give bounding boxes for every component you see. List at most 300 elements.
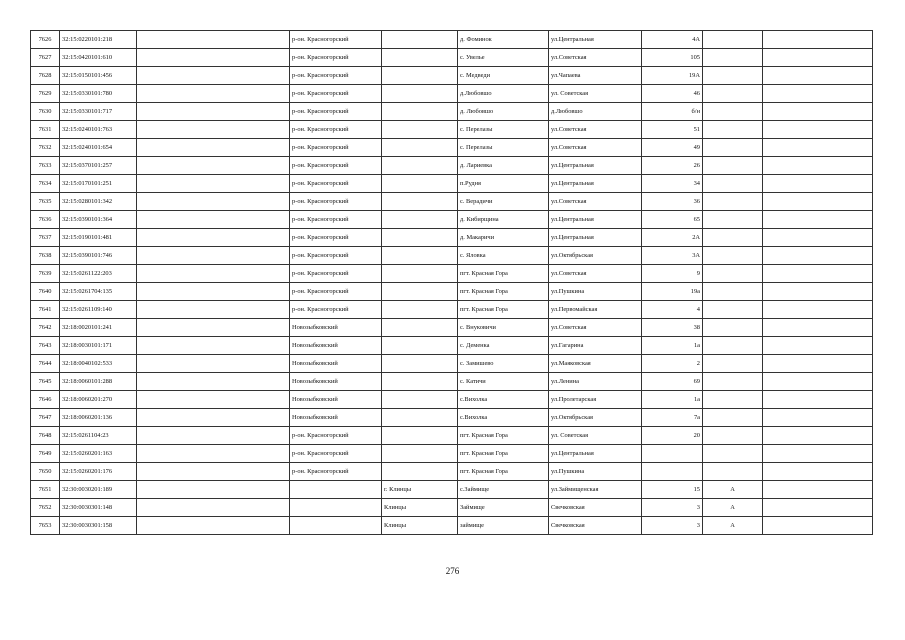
house-letter-cell bbox=[703, 283, 763, 301]
table-row bbox=[31, 67, 873, 85]
house-letter-cell bbox=[703, 175, 763, 193]
city-cell bbox=[382, 229, 458, 247]
empty-cell bbox=[763, 373, 873, 391]
house-number-cell: 1а bbox=[642, 337, 703, 355]
house-letter-cell bbox=[703, 445, 763, 463]
house-number-cell: 1а bbox=[642, 391, 703, 409]
house-number-cell bbox=[642, 463, 703, 481]
table-row bbox=[31, 445, 873, 463]
table-row bbox=[31, 49, 873, 67]
street-cell: ул.Центральная bbox=[549, 211, 642, 229]
table-row bbox=[31, 517, 873, 535]
district-cell: р-он. Красногорский bbox=[290, 67, 382, 85]
cadastral-number-cell: 32:18:0020101:241 bbox=[60, 319, 137, 337]
record-number-cell: 7642 bbox=[31, 319, 60, 337]
city-cell bbox=[382, 355, 458, 373]
table-row bbox=[31, 481, 873, 499]
district-cell: р-он. Красногорский bbox=[290, 229, 382, 247]
street-cell: ул.Советская bbox=[549, 319, 642, 337]
city-cell bbox=[382, 391, 458, 409]
house-number-cell: 20 bbox=[642, 427, 703, 445]
empty-cell bbox=[137, 373, 290, 391]
street-cell: ул.Центральная bbox=[549, 229, 642, 247]
district-cell: р-он. Красногорский bbox=[290, 121, 382, 139]
empty-cell bbox=[763, 427, 873, 445]
settlement-cell: пгт. Красная Гора bbox=[458, 283, 549, 301]
cadastral-number-cell: 32:15:0220101:218 bbox=[60, 31, 137, 49]
house-letter-cell bbox=[703, 409, 763, 427]
house-number-cell: 2А bbox=[642, 229, 703, 247]
empty-cell bbox=[763, 175, 873, 193]
city-cell bbox=[382, 265, 458, 283]
table-row bbox=[31, 391, 873, 409]
record-number-cell: 7629 bbox=[31, 85, 60, 103]
house-letter-cell bbox=[703, 247, 763, 265]
empty-cell bbox=[763, 31, 873, 49]
district-cell: р-он. Красногорский bbox=[290, 265, 382, 283]
house-number-cell: 3 bbox=[642, 517, 703, 535]
empty-cell bbox=[137, 265, 290, 283]
record-number-cell: 7649 bbox=[31, 445, 60, 463]
empty-cell bbox=[137, 211, 290, 229]
cadastral-number-cell: 32:15:0390101:364 bbox=[60, 211, 137, 229]
street-cell: ул.Центральная bbox=[549, 175, 642, 193]
house-letter-cell bbox=[703, 31, 763, 49]
table-row bbox=[31, 499, 873, 517]
settlement-cell: п.Рудня bbox=[458, 175, 549, 193]
street-cell: ул.Центральная bbox=[549, 31, 642, 49]
table-row bbox=[31, 139, 873, 157]
table-row bbox=[31, 193, 873, 211]
empty-cell bbox=[137, 67, 290, 85]
house-letter-cell bbox=[703, 391, 763, 409]
record-number-cell: 7638 bbox=[31, 247, 60, 265]
record-number-cell: 7635 bbox=[31, 193, 60, 211]
street-cell: ул.Пушкина bbox=[549, 463, 642, 481]
record-number-cell: 7627 bbox=[31, 49, 60, 67]
city-cell bbox=[382, 139, 458, 157]
house-number-cell: 34 bbox=[642, 175, 703, 193]
cadastral-number-cell: 32:30:0030201:189 bbox=[60, 481, 137, 499]
settlement-cell: д. Любовшо bbox=[458, 103, 549, 121]
house-number-cell: 4 bbox=[642, 301, 703, 319]
settlement-cell: с. Внуковичи bbox=[458, 319, 549, 337]
empty-cell bbox=[763, 499, 873, 517]
settlement-cell: д. Фоминок bbox=[458, 31, 549, 49]
city-cell bbox=[382, 121, 458, 139]
registry-table bbox=[30, 30, 873, 535]
street-cell: ул.Пролетарская bbox=[549, 391, 642, 409]
district-cell: Новозыбковский bbox=[290, 319, 382, 337]
table-row bbox=[31, 247, 873, 265]
city-cell bbox=[382, 319, 458, 337]
empty-cell bbox=[763, 67, 873, 85]
house-letter-cell bbox=[703, 49, 763, 67]
city-cell bbox=[382, 463, 458, 481]
house-letter-cell bbox=[703, 319, 763, 337]
settlement-cell: Займище bbox=[458, 499, 549, 517]
cadastral-number-cell: 32:18:0060201:270 bbox=[60, 391, 137, 409]
empty-cell bbox=[137, 301, 290, 319]
district-cell bbox=[290, 481, 382, 499]
district-cell: Новозыбковский bbox=[290, 373, 382, 391]
cadastral-number-cell: 32:15:0150101:456 bbox=[60, 67, 137, 85]
city-cell bbox=[382, 103, 458, 121]
record-number-cell: 7628 bbox=[31, 67, 60, 85]
empty-cell bbox=[137, 175, 290, 193]
city-cell bbox=[382, 337, 458, 355]
district-cell: р-он. Красногорский bbox=[290, 193, 382, 211]
street-cell: ул.Пушкина bbox=[549, 283, 642, 301]
empty-cell bbox=[137, 391, 290, 409]
empty-cell bbox=[137, 157, 290, 175]
house-number-cell: 9 bbox=[642, 265, 703, 283]
table-row bbox=[31, 265, 873, 283]
street-cell: ул.Ленина bbox=[549, 373, 642, 391]
record-number-cell: 7644 bbox=[31, 355, 60, 373]
house-number-cell: 38 bbox=[642, 319, 703, 337]
street-cell: ул.Первомайская bbox=[549, 301, 642, 319]
settlement-cell: пгт. Красная Гора bbox=[458, 301, 549, 319]
street-cell: ул.Советская bbox=[549, 193, 642, 211]
settlement-cell: д. Кибирщина bbox=[458, 211, 549, 229]
house-number-cell bbox=[642, 445, 703, 463]
house-letter-cell: А bbox=[703, 517, 763, 535]
record-number-cell: 7643 bbox=[31, 337, 60, 355]
house-number-cell: 3 bbox=[642, 499, 703, 517]
house-number-cell: 7а bbox=[642, 409, 703, 427]
settlement-cell: с. Верадичи bbox=[458, 193, 549, 211]
district-cell: Новозыбковский bbox=[290, 391, 382, 409]
street-cell: ул.Октябрьская bbox=[549, 247, 642, 265]
cadastral-number-cell: 32:18:0030101:171 bbox=[60, 337, 137, 355]
city-cell bbox=[382, 193, 458, 211]
empty-cell bbox=[137, 121, 290, 139]
page-number: 276 bbox=[445, 566, 460, 576]
city-cell bbox=[382, 373, 458, 391]
street-cell: ул.Советская bbox=[549, 139, 642, 157]
district-cell: р-он. Красногорский bbox=[290, 49, 382, 67]
empty-cell bbox=[137, 409, 290, 427]
table-row bbox=[31, 157, 873, 175]
house-letter-cell bbox=[703, 355, 763, 373]
house-letter-cell bbox=[703, 301, 763, 319]
house-letter-cell bbox=[703, 229, 763, 247]
settlement-cell: д. Лариевка bbox=[458, 157, 549, 175]
cadastral-number-cell: 32:15:0170101:251 bbox=[60, 175, 137, 193]
empty-cell bbox=[137, 337, 290, 355]
empty-cell bbox=[137, 517, 290, 535]
district-cell: р-он. Красногорский bbox=[290, 157, 382, 175]
cadastral-number-cell: 32:15:0240101:654 bbox=[60, 139, 137, 157]
city-cell bbox=[382, 301, 458, 319]
city-cell bbox=[382, 175, 458, 193]
house-number-cell: 3А bbox=[642, 247, 703, 265]
empty-cell bbox=[763, 319, 873, 337]
empty-cell bbox=[763, 301, 873, 319]
house-number-cell: 26 bbox=[642, 157, 703, 175]
house-letter-cell: А bbox=[703, 499, 763, 517]
empty-cell bbox=[763, 265, 873, 283]
record-number-cell: 7631 bbox=[31, 121, 60, 139]
street-cell: ул.Советская bbox=[549, 265, 642, 283]
city-cell bbox=[382, 49, 458, 67]
empty-cell bbox=[763, 247, 873, 265]
settlement-cell: д.Любовшо bbox=[458, 85, 549, 103]
table-row bbox=[31, 409, 873, 427]
empty-cell bbox=[137, 85, 290, 103]
house-letter-cell bbox=[703, 265, 763, 283]
table-row bbox=[31, 319, 873, 337]
house-number-cell: 49 bbox=[642, 139, 703, 157]
cadastral-number-cell: 32:15:0280101:342 bbox=[60, 193, 137, 211]
cadastral-number-cell: 32:15:0261704:135 bbox=[60, 283, 137, 301]
empty-cell bbox=[763, 445, 873, 463]
empty-cell bbox=[763, 283, 873, 301]
district-cell: р-он. Красногорский bbox=[290, 175, 382, 193]
cadastral-number-cell: 32:15:0190101:481 bbox=[60, 229, 137, 247]
street-cell: ул.Гагарина bbox=[549, 337, 642, 355]
settlement-cell: пгт. Красная Гора bbox=[458, 445, 549, 463]
settlement-cell: с.Вихолка bbox=[458, 391, 549, 409]
record-number-cell: 7630 bbox=[31, 103, 60, 121]
district-cell: Новозыбковский bbox=[290, 409, 382, 427]
house-letter-cell bbox=[703, 139, 763, 157]
table-row bbox=[31, 427, 873, 445]
record-number-cell: 7633 bbox=[31, 157, 60, 175]
empty-cell bbox=[137, 499, 290, 517]
record-number-cell: 7632 bbox=[31, 139, 60, 157]
district-cell: р-он. Красногорский bbox=[290, 211, 382, 229]
cadastral-number-cell: 32:15:0420101:610 bbox=[60, 49, 137, 67]
empty-cell bbox=[763, 463, 873, 481]
house-number-cell: 46 bbox=[642, 85, 703, 103]
record-number-cell: 7639 bbox=[31, 265, 60, 283]
record-number-cell: 7645 bbox=[31, 373, 60, 391]
settlement-cell: пгт. Красная Гора bbox=[458, 463, 549, 481]
city-cell bbox=[382, 67, 458, 85]
street-cell: ул.Советская bbox=[549, 121, 642, 139]
table-row bbox=[31, 31, 873, 49]
settlement-cell: с. Яловка bbox=[458, 247, 549, 265]
city-cell bbox=[382, 31, 458, 49]
empty-cell bbox=[763, 49, 873, 67]
city-cell bbox=[382, 85, 458, 103]
house-number-cell: 36 bbox=[642, 193, 703, 211]
city-cell bbox=[382, 427, 458, 445]
record-number-cell: 7634 bbox=[31, 175, 60, 193]
cadastral-number-cell: 32:15:0261104:23 bbox=[60, 427, 137, 445]
cadastral-number-cell: 32:15:0261122:203 bbox=[60, 265, 137, 283]
cadastral-number-cell: 32:15:0240101:763 bbox=[60, 121, 137, 139]
table-row bbox=[31, 175, 873, 193]
cadastral-number-cell: 32:18:0040102:533 bbox=[60, 355, 137, 373]
empty-cell bbox=[763, 139, 873, 157]
table-row bbox=[31, 283, 873, 301]
table-row bbox=[31, 229, 873, 247]
district-cell: Новозыбковский bbox=[290, 337, 382, 355]
house-letter-cell bbox=[703, 211, 763, 229]
district-cell: р-он. Красногорский bbox=[290, 103, 382, 121]
cadastral-number-cell: 32:30:0030301:148 bbox=[60, 499, 137, 517]
settlement-cell: с. Перелазы bbox=[458, 139, 549, 157]
record-number-cell: 7653 bbox=[31, 517, 60, 535]
cadastral-number-cell: 32:18:0060101:288 bbox=[60, 373, 137, 391]
house-number-cell: 105 bbox=[642, 49, 703, 67]
table-row bbox=[31, 373, 873, 391]
district-cell: р-он. Красногорский bbox=[290, 445, 382, 463]
street-cell: ул.Займищенская bbox=[549, 481, 642, 499]
table-row bbox=[31, 355, 873, 373]
house-letter-cell bbox=[703, 103, 763, 121]
street-cell: ул.Маяковская bbox=[549, 355, 642, 373]
empty-cell bbox=[137, 445, 290, 463]
empty-cell bbox=[137, 31, 290, 49]
street-cell: ул. Советская bbox=[549, 427, 642, 445]
empty-cell bbox=[137, 283, 290, 301]
district-cell: р-он. Красногорский bbox=[290, 463, 382, 481]
record-number-cell: 7636 bbox=[31, 211, 60, 229]
house-letter-cell bbox=[703, 427, 763, 445]
street-cell: ул.Советская bbox=[549, 49, 642, 67]
house-number-cell: 19А bbox=[642, 67, 703, 85]
city-cell bbox=[382, 283, 458, 301]
record-number-cell: 7640 bbox=[31, 283, 60, 301]
district-cell: р-он. Красногорский bbox=[290, 283, 382, 301]
empty-cell bbox=[137, 139, 290, 157]
empty-cell bbox=[763, 85, 873, 103]
district-cell: р-он. Красногорский bbox=[290, 427, 382, 445]
empty-cell bbox=[137, 193, 290, 211]
house-letter-cell bbox=[703, 157, 763, 175]
settlement-cell: пгт. Красная Гора bbox=[458, 265, 549, 283]
settlement-cell: с.Вихолка bbox=[458, 409, 549, 427]
empty-cell bbox=[763, 337, 873, 355]
empty-cell bbox=[763, 157, 873, 175]
empty-cell bbox=[137, 247, 290, 265]
street-cell: Свечковская bbox=[549, 499, 642, 517]
district-cell: р-он. Красногорский bbox=[290, 139, 382, 157]
record-number-cell: 7641 bbox=[31, 301, 60, 319]
empty-cell bbox=[137, 229, 290, 247]
settlement-cell: пгт. Красная Гора bbox=[458, 427, 549, 445]
district-cell bbox=[290, 517, 382, 535]
registry-table-body bbox=[31, 31, 873, 535]
settlement-cell: займище bbox=[458, 517, 549, 535]
empty-cell bbox=[763, 409, 873, 427]
empty-cell bbox=[763, 121, 873, 139]
district-cell: р-он. Красногорский bbox=[290, 85, 382, 103]
city-cell bbox=[382, 157, 458, 175]
city-cell bbox=[382, 409, 458, 427]
empty-cell bbox=[763, 193, 873, 211]
street-cell: ул.Октябрьская bbox=[549, 409, 642, 427]
record-number-cell: 7637 bbox=[31, 229, 60, 247]
street-cell: ул.Чапаева bbox=[549, 67, 642, 85]
city-cell bbox=[382, 211, 458, 229]
record-number-cell: 7648 bbox=[31, 427, 60, 445]
city-cell bbox=[382, 247, 458, 265]
district-cell: р-он. Красногорский bbox=[290, 301, 382, 319]
record-number-cell: 7652 bbox=[31, 499, 60, 517]
district-cell: Новозыбковский bbox=[290, 355, 382, 373]
empty-cell bbox=[763, 481, 873, 499]
city-cell bbox=[382, 445, 458, 463]
cadastral-number-cell: 32:15:0260201:163 bbox=[60, 445, 137, 463]
cadastral-number-cell: 32:15:0260201:176 bbox=[60, 463, 137, 481]
table-row bbox=[31, 211, 873, 229]
settlement-cell: с. Деменка bbox=[458, 337, 549, 355]
house-letter-cell bbox=[703, 193, 763, 211]
settlement-cell: с.Займище bbox=[458, 481, 549, 499]
cadastral-number-cell: 32:15:0261109:140 bbox=[60, 301, 137, 319]
house-number-cell: 15 bbox=[642, 481, 703, 499]
house-letter-cell bbox=[703, 463, 763, 481]
street-cell: д.Любовшо bbox=[549, 103, 642, 121]
city-cell: г. Клинцы bbox=[382, 481, 458, 499]
empty-cell bbox=[763, 391, 873, 409]
empty-cell bbox=[763, 103, 873, 121]
house-letter-cell bbox=[703, 337, 763, 355]
table-row bbox=[31, 121, 873, 139]
settlement-cell: д. Макаричи bbox=[458, 229, 549, 247]
empty-cell bbox=[137, 427, 290, 445]
cadastral-number-cell: 32:30:0030301:158 bbox=[60, 517, 137, 535]
cadastral-number-cell: 32:15:0390101:746 bbox=[60, 247, 137, 265]
cadastral-number-cell: 32:15:0330101:780 bbox=[60, 85, 137, 103]
house-number-cell: 4А bbox=[642, 31, 703, 49]
city-cell: Клинцы bbox=[382, 517, 458, 535]
street-cell: ул.Центральная bbox=[549, 445, 642, 463]
settlement-cell: с. Замишево bbox=[458, 355, 549, 373]
table-row bbox=[31, 301, 873, 319]
house-number-cell: 19а bbox=[642, 283, 703, 301]
cadastral-number-cell: 32:15:0330101:717 bbox=[60, 103, 137, 121]
empty-cell bbox=[763, 517, 873, 535]
house-letter-cell bbox=[703, 85, 763, 103]
empty-cell bbox=[137, 355, 290, 373]
house-letter-cell bbox=[703, 373, 763, 391]
cadastral-number-cell: 32:18:0060201:136 bbox=[60, 409, 137, 427]
record-number-cell: 7651 bbox=[31, 481, 60, 499]
empty-cell bbox=[137, 481, 290, 499]
table-row bbox=[31, 463, 873, 481]
empty-cell bbox=[137, 49, 290, 67]
table-row bbox=[31, 337, 873, 355]
city-cell: Клинцы bbox=[382, 499, 458, 517]
empty-cell bbox=[137, 319, 290, 337]
record-number-cell: 7626 bbox=[31, 31, 60, 49]
settlement-cell: с. Увелье bbox=[458, 49, 549, 67]
house-letter-cell: А bbox=[703, 481, 763, 499]
empty-cell bbox=[763, 229, 873, 247]
record-number-cell: 7647 bbox=[31, 409, 60, 427]
cadastral-number-cell: 32:15:0370101:257 bbox=[60, 157, 137, 175]
empty-cell bbox=[763, 355, 873, 373]
house-number-cell: 69 bbox=[642, 373, 703, 391]
settlement-cell: с. Катичи bbox=[458, 373, 549, 391]
house-number-cell: 51 bbox=[642, 121, 703, 139]
record-number-cell: 7650 bbox=[31, 463, 60, 481]
empty-cell bbox=[137, 103, 290, 121]
empty-cell bbox=[137, 463, 290, 481]
house-number-cell: 65 bbox=[642, 211, 703, 229]
settlement-cell: с. Медведи bbox=[458, 67, 549, 85]
empty-cell bbox=[763, 211, 873, 229]
settlement-cell: с. Перелазы bbox=[458, 121, 549, 139]
district-cell bbox=[290, 499, 382, 517]
house-number-cell: б/н bbox=[642, 103, 703, 121]
